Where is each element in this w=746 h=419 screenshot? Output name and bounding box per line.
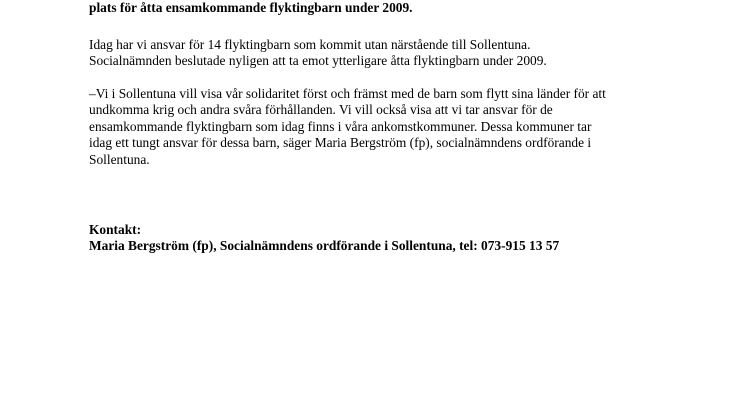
paragraph-line: Idag har vi ansvar för 14 flyktingbarn som kommit utan närstående till Sollentuna. bbox=[89, 37, 531, 52]
contact-label: Kontakt: bbox=[89, 222, 142, 237]
paragraph-line bbox=[89, 86, 606, 102]
contact-details: Maria Bergström (fp), Socialnämndens ordförande i Sollentuna, tel: 073-915 13 57 bbox=[89, 238, 560, 254]
paragraph-line: ensamkommande flyktingbarn som idag finns i våra ankomstkommuner. Dessa kommuner tar bbox=[89, 118, 592, 134]
paragraph-line: Socialnämnden beslutade nyligen att ta emot ytterligare åtta flyktingbarn under 2009. bbox=[89, 53, 547, 69]
quote-dash: – bbox=[89, 86, 96, 101]
paragraph-line: Sollentuna. bbox=[89, 151, 150, 167]
paragraph-quote bbox=[89, 86, 606, 168]
paragraph-intro bbox=[89, 37, 547, 70]
paragraph-line: undkomma krig och andra svåra förhållanden. Vi vill också visa att vi tar ansvar för de bbox=[89, 102, 553, 118]
quote-first-line: Vi i Sollentuna vill visa vår solidaritet först och främst med de barn som flytt sina länder för att bbox=[95, 86, 606, 101]
paragraph-line: idag ett tungt ansvar för dessa barn, säger Maria Bergström (fp), socialnämndens ordförande i bbox=[89, 135, 592, 151]
contact-block bbox=[89, 222, 559, 255]
heading-text: plats för åtta ensamkommande flyktingbarn under 2009. bbox=[89, 0, 413, 15]
